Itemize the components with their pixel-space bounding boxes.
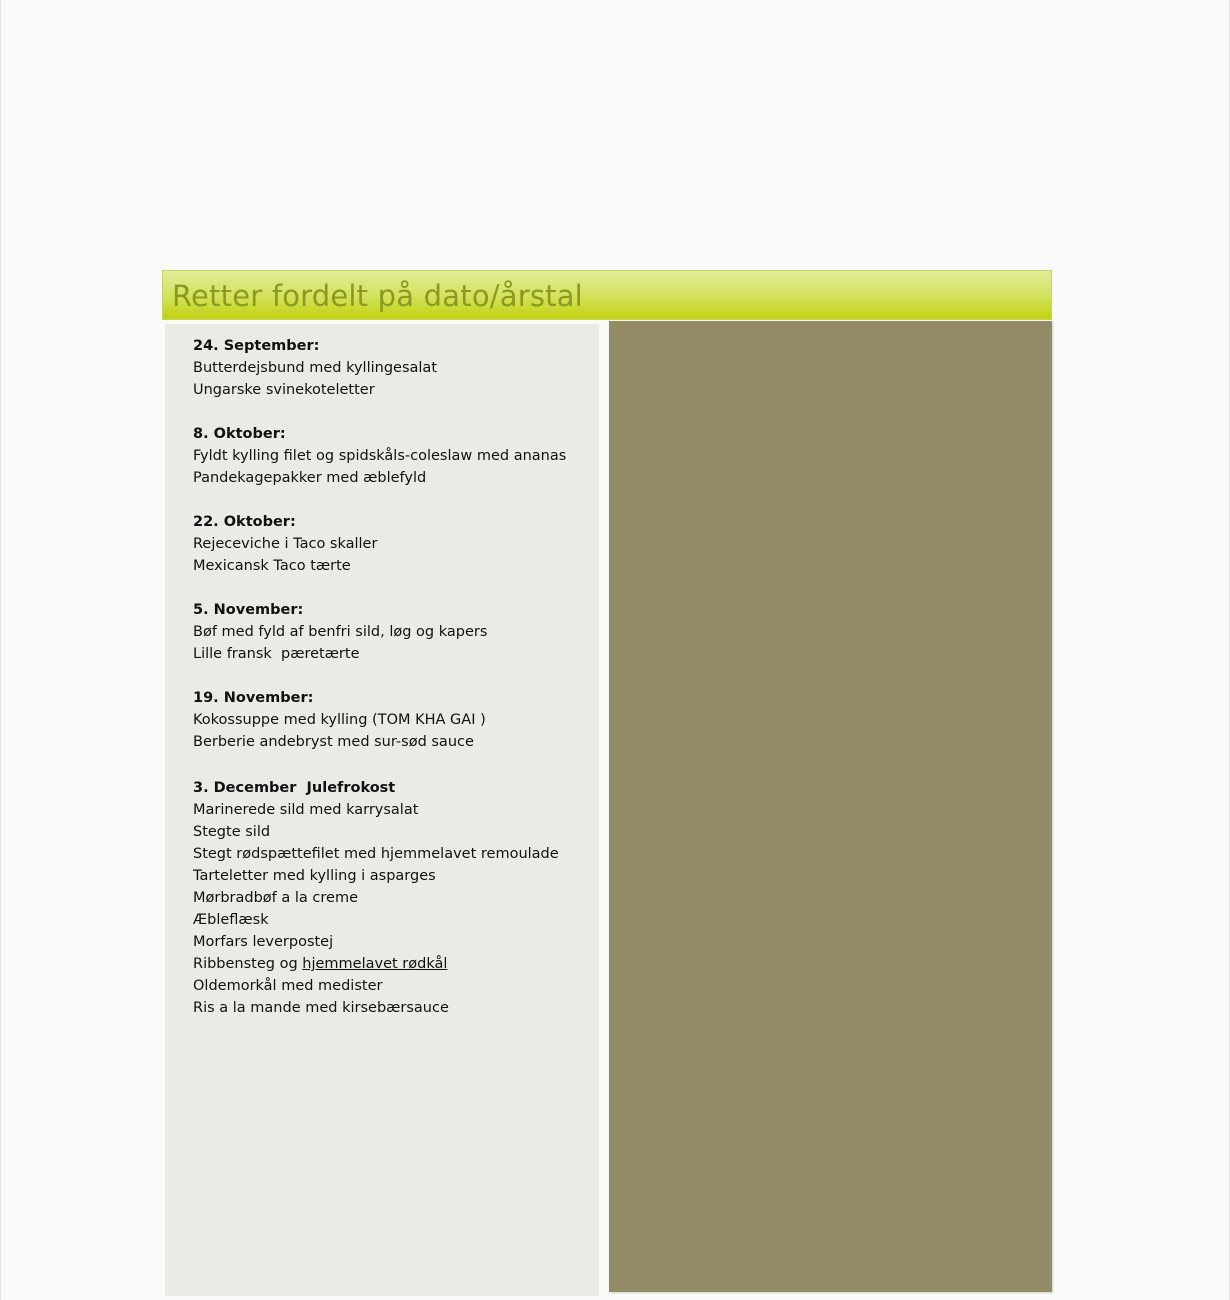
dish-item: Ungarske svinekoteletter — [193, 382, 375, 398]
dish-item: Ris a la mande med kirsebærsauce — [193, 1000, 449, 1016]
dish-item: Fyldt kylling filet og spidskåls-coleslaw med ananas — [193, 448, 567, 464]
dish-item: Kokossuppe med kylling (TOM KHA GAI ) — [193, 712, 486, 728]
image-placeholder-panel — [609, 321, 1052, 1292]
menu-section-sep24 — [193, 335, 593, 401]
menu-panel — [165, 324, 599, 1296]
dish-item: Æbleflæsk — [193, 912, 269, 928]
menu-section-nov19 — [193, 687, 593, 753]
page-title: Retter fordelt på dato/årstal — [172, 279, 583, 313]
section-heading: 22. Oktober: — [193, 514, 296, 530]
dish-item: Mexicansk Taco tærte — [193, 558, 351, 574]
section-heading: 3. December Julefrokost — [193, 780, 396, 796]
dish-item-ribbensteg — [193, 953, 593, 975]
dish-item: Pandekagepakker med æblefyld — [193, 470, 427, 486]
dish-item: Stegt rødspættefilet med hjemmelavet remoulade — [193, 846, 559, 862]
dish-item: Tarteletter med kylling i asparges — [193, 868, 436, 884]
menu-section-okt22 — [193, 511, 593, 577]
dish-item: Butterdejsbund med kyllingesalat — [193, 360, 438, 376]
menu-section-okt8 — [193, 423, 593, 489]
dish-item: Marinerede sild med karrysalat — [193, 802, 419, 818]
section-heading: 8. Oktober: — [193, 426, 286, 442]
dish-item: Lille fransk pæretærte — [193, 646, 360, 662]
rodkal-link[interactable]: hjemmelavet rødkål — [302, 956, 448, 972]
dish-item: Morfars leverpostej — [193, 934, 334, 950]
dish-item: Mørbradbøf a la creme — [193, 890, 358, 906]
dish-item: Stegte sild — [193, 824, 271, 840]
section-heading: 24. September: — [193, 338, 320, 354]
menu-section-nov5 — [193, 599, 593, 665]
dish-text: Ribbensteg og — [193, 956, 303, 972]
title-banner — [162, 270, 1052, 320]
menu-list — [193, 335, 593, 1041]
menu-section-dec3-julefrokost — [193, 777, 593, 1019]
section-heading: 5. November: — [193, 602, 304, 618]
dish-item: Oldemorkål med medister — [193, 978, 383, 994]
dish-item: Bøf med fyld af benfri sild, løg og kapers — [193, 624, 488, 640]
dish-item: Berberie andebryst med sur-sød sauce — [193, 734, 474, 750]
section-heading: 19. November: — [193, 690, 314, 706]
dish-item: Rejeceviche i Taco skaller — [193, 536, 378, 552]
